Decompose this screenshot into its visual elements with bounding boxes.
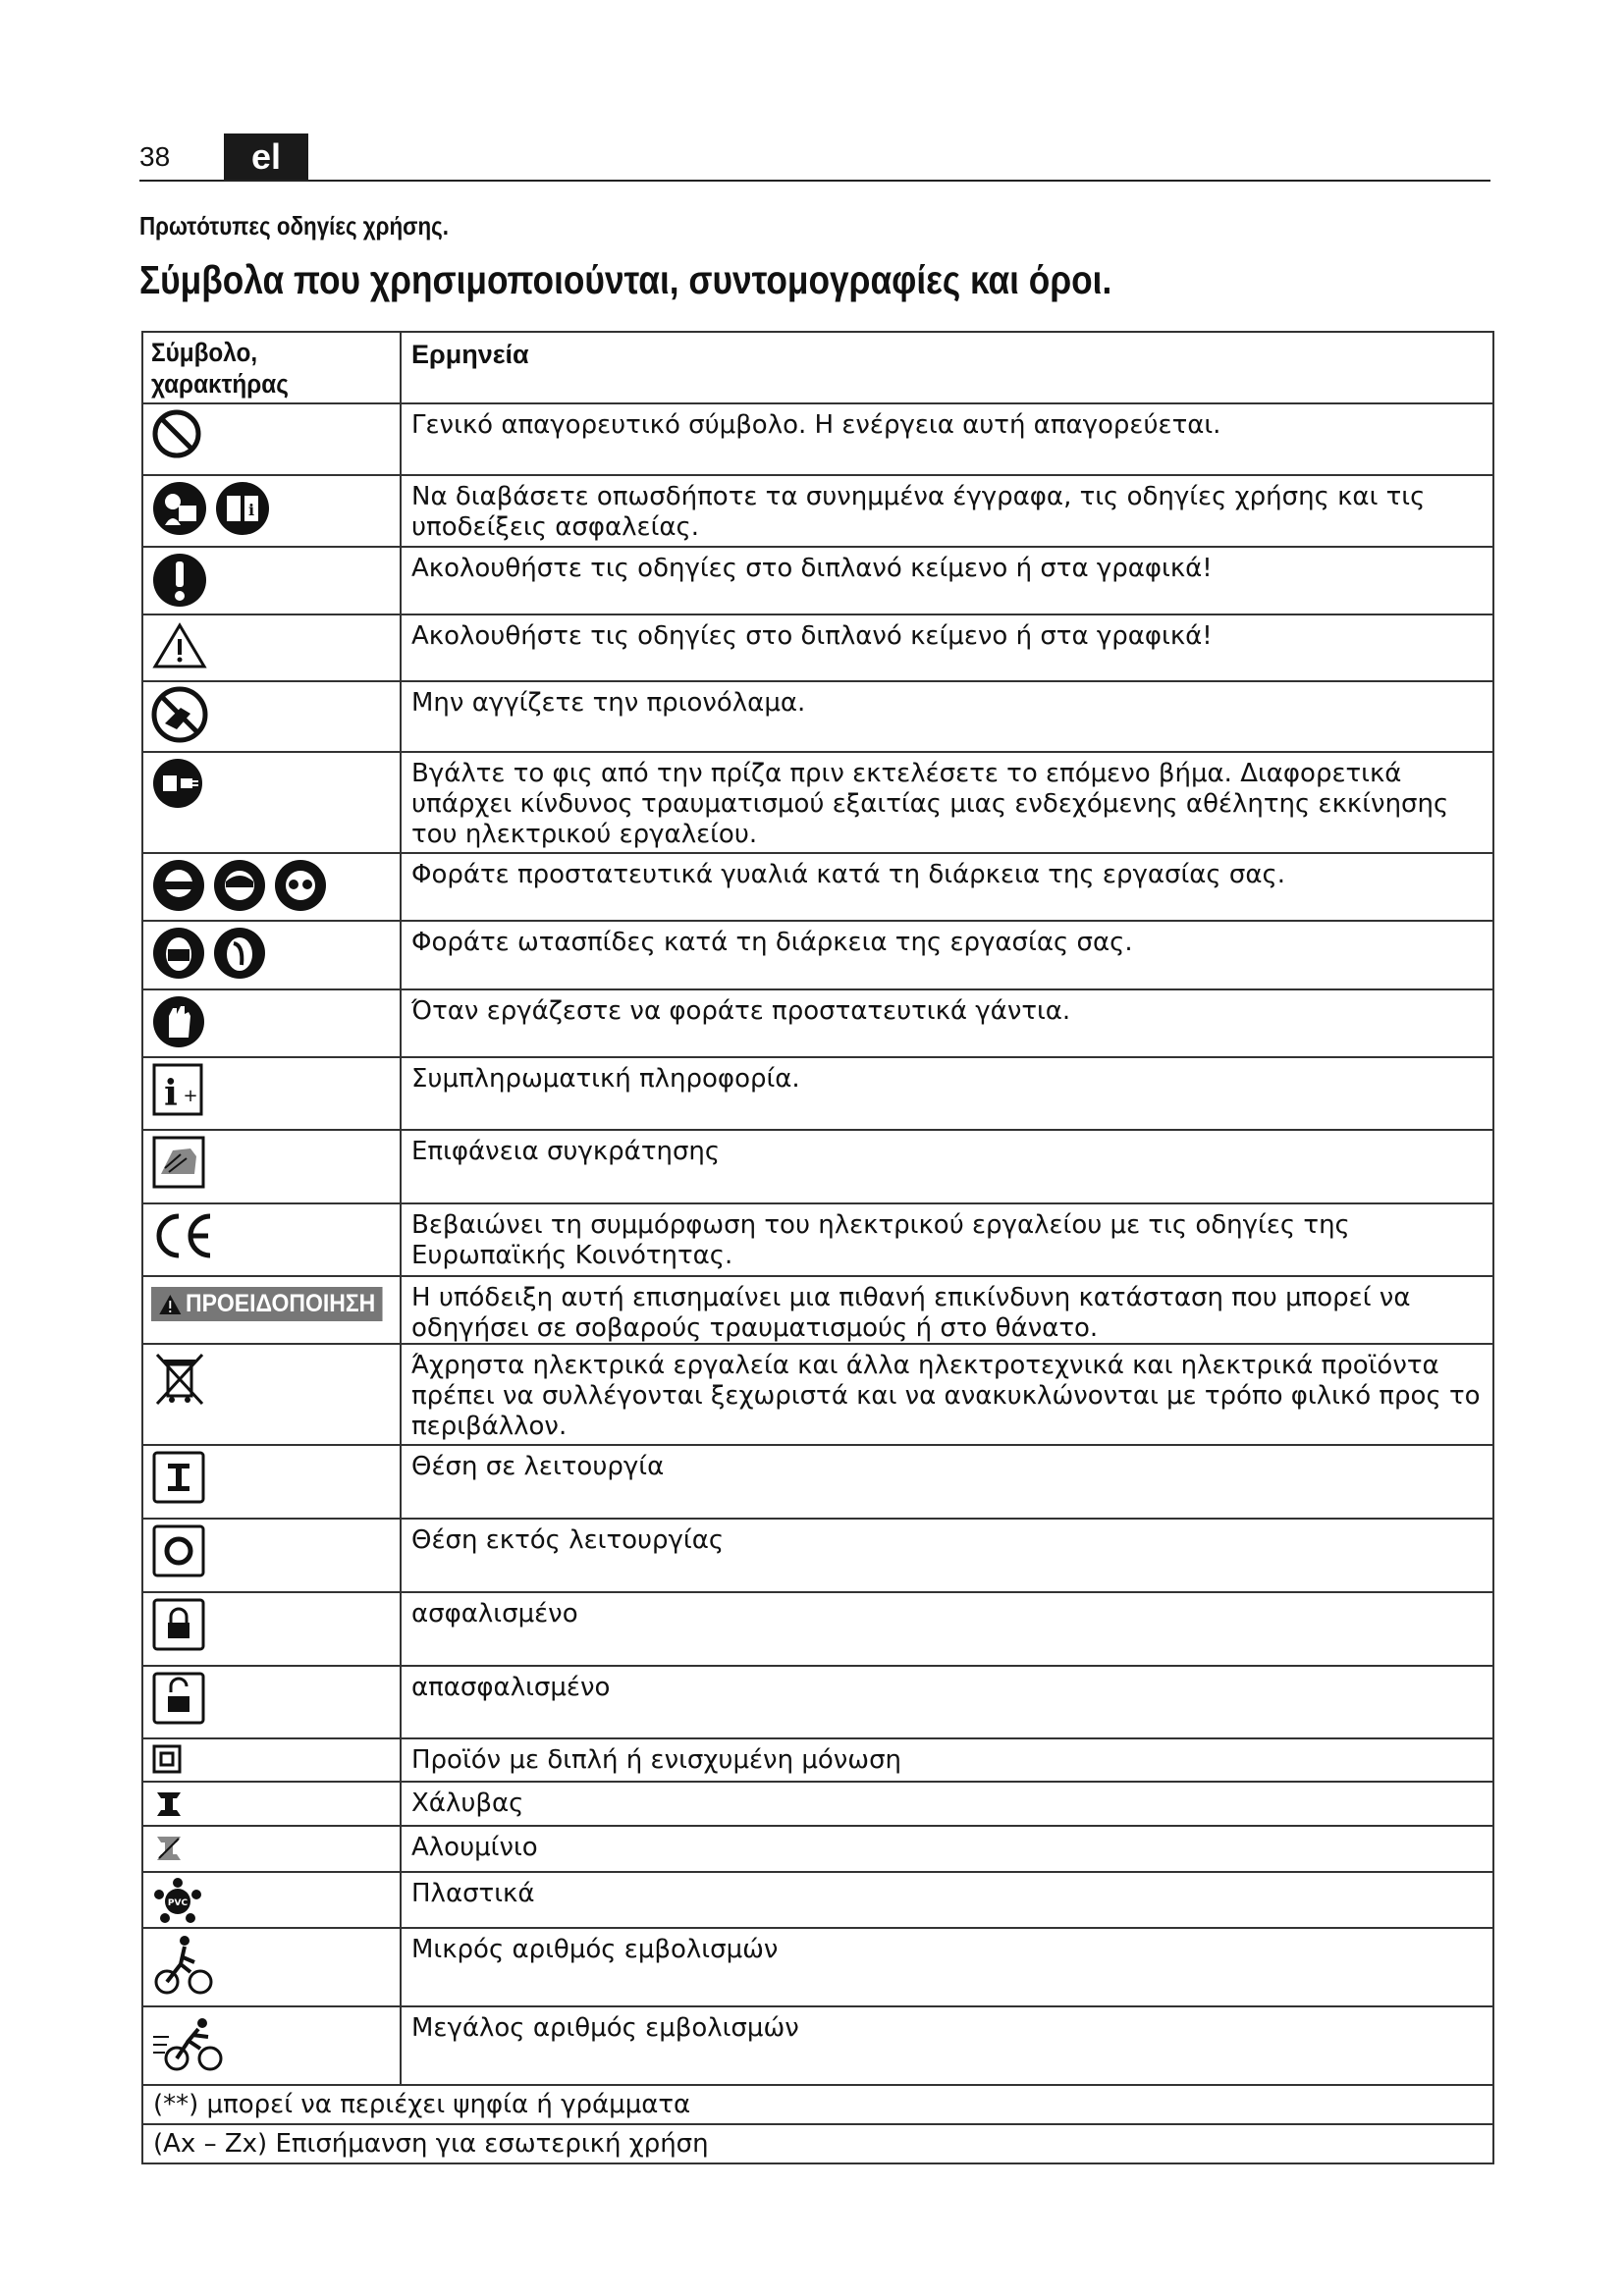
footnote: (**) μπορεί να περιέχει ψηφία ή γράμματα xyxy=(143,2086,1492,2125)
warning-triangle-icon xyxy=(151,619,208,670)
unlocked-icon xyxy=(151,1671,206,1726)
row-meaning: Μην αγγίζετε την πριονόλαμα. xyxy=(411,688,806,718)
row-meaning: Αλουμίνιο xyxy=(411,1833,538,1862)
row-meaning: Άχρηστα ηλεκτρικά εργαλεία και άλλα ηλεκτροτεχνικά και ηλεκτρικά προϊόντα πρέπει να συλλέγονται ξεχωριστά και να ανακυκλώνονται με τρόπο φιλικό προς το περιβάλλον. xyxy=(411,1351,1481,1441)
table-header-row xyxy=(143,333,1492,404)
row-meaning: απασφαλισμένο xyxy=(411,1673,611,1702)
row-meaning: Επιφάνεια συγκράτησης xyxy=(411,1137,721,1166)
row-meaning: Βγάλτε το φις από την πρίζα πριν εκτελέσετε το επόμενο βήμα. Διαφορετικά υπάρχει κίνδυνος τραυματισμού εξαιτίας μιας ενδεχόμενης αθέλητης εκκίνησης του ηλεκτρικού εργαλείου. xyxy=(411,759,1449,849)
row-meaning: Θέση εκτός λειτουργίας xyxy=(411,1525,725,1555)
table-row xyxy=(143,404,1492,476)
info-icon xyxy=(151,1062,204,1117)
table-row xyxy=(143,1277,1492,1345)
page-title: Σύμβολα που χρησιμοποιούνται, συντομογραφίες και όροι. xyxy=(139,257,1112,302)
table-row xyxy=(143,548,1492,615)
svg-text:+: + xyxy=(183,1086,198,1106)
symbols-table xyxy=(141,331,1494,2164)
prohibition-icon xyxy=(151,408,202,459)
row-meaning: Θέση σε λειτουργία xyxy=(411,1452,665,1481)
table-row xyxy=(143,1345,1492,1446)
table-row xyxy=(143,922,1492,990)
table-row xyxy=(143,682,1492,753)
row-meaning: Μεγάλος αριθμός εμβολισμών xyxy=(411,2013,799,2043)
low-stroke-rate-icon xyxy=(151,1933,216,1998)
page-number: 38 xyxy=(139,141,171,172)
row-meaning: Γενικό απαγορευτικό σύμβολο. Η ενέργεια αυτή απαγορεύεται. xyxy=(411,410,1221,440)
table-row xyxy=(143,1204,1492,1277)
row-meaning: Βεβαιώνει τη συμμόρφωση του ηλεκτρικού εργαλείου με τις οδηγίες της Ευρωπαϊκής Κοινότητας. xyxy=(411,1210,1350,1270)
table-row xyxy=(143,854,1492,922)
gloves-icon xyxy=(151,994,206,1049)
row-meaning: ασφαλισμένο xyxy=(411,1599,578,1629)
row-meaning: Συμπληρωματική πληροφορία. xyxy=(411,1064,800,1094)
header-rule xyxy=(139,180,1490,182)
aluminium-icon xyxy=(151,1831,187,1866)
table-row xyxy=(143,1783,1492,1827)
row-meaning: Φοράτε ωτασπίδες κατά τη διάρκεια της εργασίας σας. xyxy=(411,928,1133,957)
symbol-column-header: Σύμβολο, χαρακτήρας xyxy=(143,333,402,402)
ce-mark-icon xyxy=(151,1208,216,1263)
table-row xyxy=(143,1929,1492,2007)
unplug-icon xyxy=(151,757,204,810)
row-meaning: Προϊόν με διπλή ή ενισχυμένη μόνωση xyxy=(411,1745,902,1775)
weee-bin-icon xyxy=(151,1349,208,1408)
table-row xyxy=(143,1827,1492,1873)
high-stroke-rate-icon xyxy=(151,2011,226,2076)
locked-icon xyxy=(151,1597,206,1652)
row-meaning: Πλαστικά xyxy=(411,1879,535,1908)
table-row xyxy=(143,990,1492,1058)
grip-surface-icon xyxy=(151,1135,206,1190)
switch-on-icon xyxy=(151,1450,206,1505)
document-subtitle: Πρωτότυπες οδηγίες χρήσης. xyxy=(139,211,449,240)
switch-off-icon xyxy=(151,1523,206,1578)
footnote: (Ax – Zx) Επισήμανση για εσωτερική χρήση xyxy=(143,2125,1492,2164)
table-row xyxy=(143,2007,1492,2086)
table-row xyxy=(143,615,1492,682)
no-touch-blade-icon xyxy=(151,686,208,743)
table-row xyxy=(143,1667,1492,1739)
table-row xyxy=(143,1131,1492,1204)
row-meaning: Να διαβάσετε οπωσδήποτε τα συνημμένα έγγραφα, τις οδηγίες χρήσης και τις υποδείξεις ασφαλείας. xyxy=(411,482,1426,542)
table-row xyxy=(143,476,1492,548)
table-row xyxy=(143,1058,1492,1131)
row-meaning: Μικρός αριθμός εμβολισμών xyxy=(411,1935,779,1964)
exclamation-icon xyxy=(151,552,208,609)
meaning-column-header: Ερμηνεία xyxy=(411,340,529,369)
face-shield-icon xyxy=(212,858,267,913)
svg-text:PVC: PVC xyxy=(167,1898,189,1908)
language-tab: el xyxy=(224,133,308,181)
svg-text:i: i xyxy=(247,501,255,519)
read-manual-icon xyxy=(151,480,208,537)
row-meaning: Ακολουθήστε τις οδηγίες στο διπλανό κείμενο ή στα γραφικά! xyxy=(411,621,1213,651)
row-meaning: Χάλυβας xyxy=(411,1789,524,1818)
ear-plugs-icon xyxy=(212,926,267,981)
table-row xyxy=(143,1739,1492,1783)
double-insulation-icon xyxy=(151,1743,183,1775)
book-icon xyxy=(214,480,271,537)
row-meaning: Ακολουθήστε τις οδηγίες στο διπλανό κείμενο ή στα γραφικά! xyxy=(411,554,1213,583)
svg-text:i: i xyxy=(164,1073,178,1114)
plastic-pvc-icon xyxy=(151,1877,204,1926)
table-row xyxy=(143,1593,1492,1667)
row-meaning: Φοράτε προστατευτικά γυαλιά κατά τη διάρκεια της εργασίας σας. xyxy=(411,860,1286,889)
steel-icon xyxy=(151,1787,187,1822)
ear-protection-icon xyxy=(151,926,206,981)
row-meaning: Η υπόδειξη αυτή επισημαίνει μια πιθανή επικίνδυνη κατάσταση που μπορεί να οδηγήσει σε σοβαρούς τραυματισμούς ή στο θάνατο. xyxy=(411,1283,1411,1343)
safety-glasses-icon xyxy=(151,858,206,913)
goggles-icon xyxy=(273,858,328,913)
warning-label-icon: ΠΡΟΕΙΔΟΠΟΙΗΣΗ xyxy=(151,1287,383,1321)
row-meaning: Όταν εργάζεστε να φοράτε προστατευτικά γάντια. xyxy=(411,996,1071,1026)
table-row xyxy=(143,1446,1492,1520)
table-row xyxy=(143,753,1492,854)
table-row xyxy=(143,1873,1492,1929)
table-row xyxy=(143,1520,1492,1593)
warning-triangle-small-icon xyxy=(158,1293,182,1316)
